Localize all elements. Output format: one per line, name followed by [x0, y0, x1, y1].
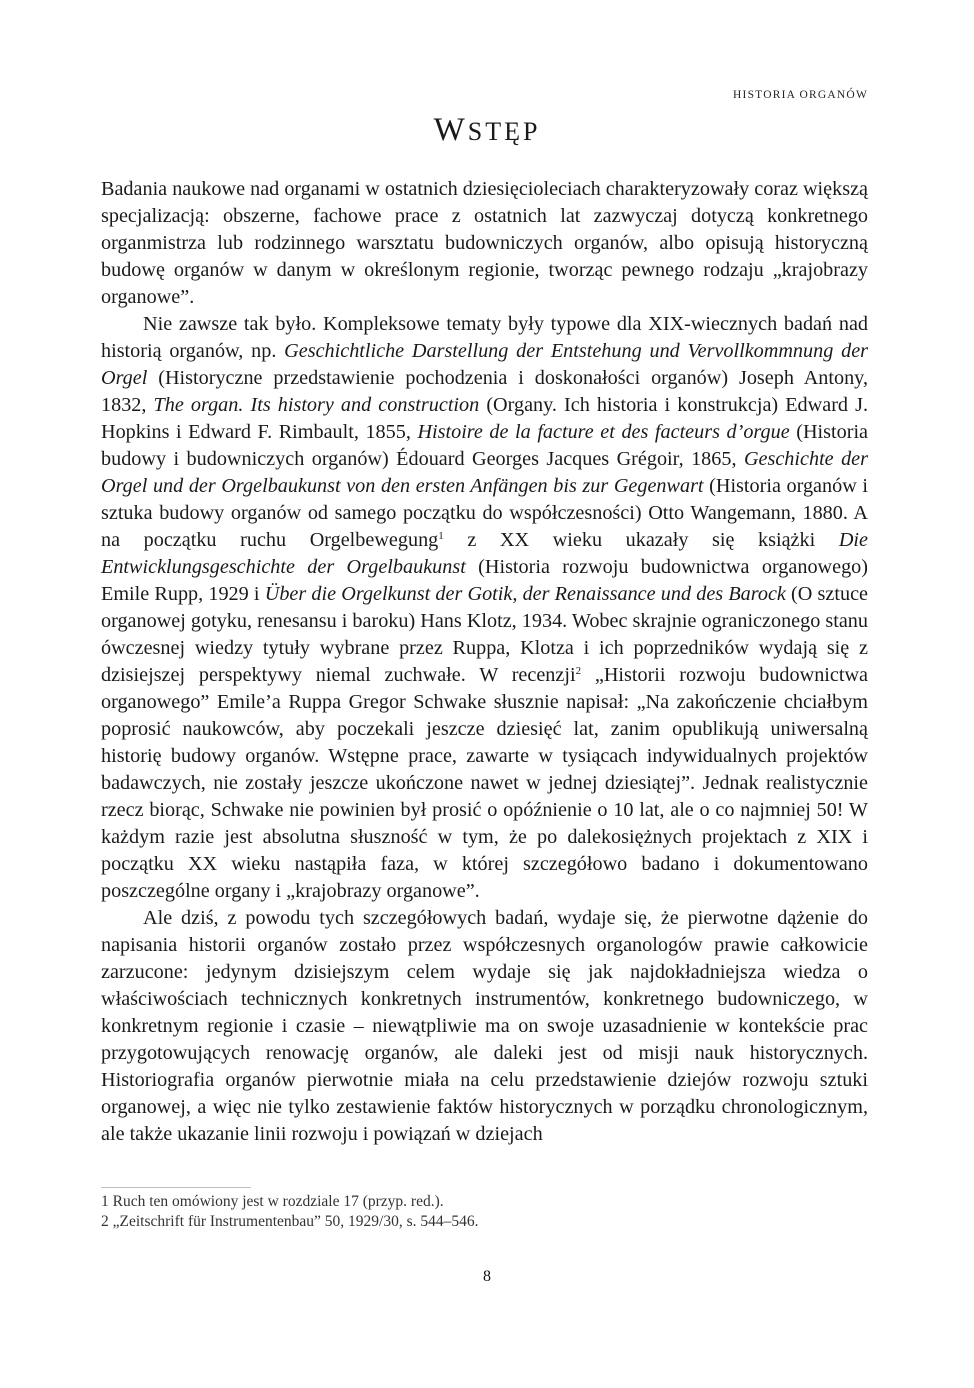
italic-title: Geschichtliche Darstellung der Entstehung und Vervollkommnung der Orgel — [101, 340, 869, 389]
page-number: 8 — [483, 1268, 491, 1285]
footnote-rule — [101, 1187, 251, 1188]
title-rest: STĘP — [467, 117, 541, 146]
footnote-reference[interactable]: 2 — [575, 665, 582, 677]
italic-title: Histoire de la facture et des facteurs d’orgue — [417, 421, 790, 443]
italic-title: Geschichte der Orgel und der Orgelbaukunst von den ersten Anfängen bis zur Gegenwart — [101, 448, 868, 497]
running-head: HISTORIA ORGANÓW — [733, 89, 868, 101]
footnote-reference[interactable]: 1 — [438, 530, 444, 542]
chapter-title — [0, 112, 974, 149]
body-text — [101, 176, 868, 1148]
italic-title: The organ. Its history and construction — [153, 394, 480, 416]
footnote-2: 2 „Zeitschrift für Instrumentenbau” 50, 1929/30, s. 544–546. — [101, 1213, 479, 1230]
footnote-1: 1 Ruch ten omówiony jest w rozdziale 17 (przyp. red.). — [101, 1193, 444, 1210]
italic-title: Die Entwicklungsgeschichte der Orgelbaukunst — [101, 529, 868, 578]
title-initial: W — [433, 112, 468, 148]
italic-title: Über die Orgelkunst der Gotik, der Renaissance und des Barock — [264, 583, 786, 605]
paragraph-2: Nie zawsze tak było. Kompleksowe tematy były typowe dla XIX-wiecznych badań nad historią organów, np. Geschichtliche Darstellung der Entstehung und Vervollkommnung der Orgel (Historyczne przedstawienie pochodzenia i doskonałości organów) Joseph Antony, 1832, The organ. Its history and construction (Organy. Ich historia i konstrukcja) Edward J. Hopkins i Edward F. Rimbault, 1855, Histoire de la facture et des facteurs d’orgue (Historia budowy i budowniczych organów) Édouard Georges Jacques Grégoir, 1865, Geschichte der Orgel und der Orgelbaukunst von den ersten Anfängen bis zur Gegenwart (Historia organów i sztuka budowy organów od samego początku do współczesności) Otto Wangemann, 1880. A na początku ruchu Orgelbewegung$^1$ z XX wieku ukazały się książki Die Entwicklungsgeschichte der Orgelbaukunst (Historia rozwoju budownictwa organowego) Emile Rupp, 1929 i Über die Orgelkunst der Gotik, der Renaissance und des Barock (O sztuce organowej gotyku, renesansu i baroku) Hans Klotz, 1934. Wobec skrajnie ograniczonego stanu ówczesnej wiedzy tytuły wybrane przez Ruppa, Klotza i ich poprzedników wydają się z dzisiejszej perspektywy niemal zuchwałe. W recenzji$^2$ „Historii rozwoju budownictwa organowego” Emile’a Ruppa Gregor Schwake słusznie napisał: „Na zakończenie chciałbym poprosić naukowców, aby poczekali jeszcze dziesięć lat, zanim opublikują uniwersalną historię budowy organów. Wstępne prace, zawarte w tysiącach indywidualnych projektów badawczych, nie zostały jeszcze ukończone nawet w jednej dziesiątej”. Jednak realistycznie rzecz biorąc, Schwake nie powinien był prosić o opóźnienie o 10 lat, ale o co najmniej 50! W każdym razie jest absolutna słuszność w tym, że po dalekosiężnych projektach z XIX i początku XX wieku nastąpiła faza, w której szczegółowo badano i dokumentowano poszczególne organy i „krajobrazy organowe”. — [101, 313, 869, 902]
paragraph-1: Badania naukowe nad organami w ostatnich dziesięcioleciach charakteryzowały coraz większą specjalizacją: obszerne, fachowe prace z ostatnich lat zazwyczaj dotyczą konkretnego organmistrza lub rodzinnego warsztatu budowniczych organów, albo opisują historyczną budowę organów w danym w określonym regionie, tworząc pewnego rodzaju „krajobrazy organowe”. — [101, 178, 868, 308]
footnotes — [101, 1192, 868, 1232]
paragraph-3: Ale dziś, z powodu tych szczegółowych badań, wydaje się, że pierwotne dążenie do napisania historii organów zostało przez współczesnych organologów prawie całkowicie zarzucone: jedynym dzisiejszym celem wydaje się jak najdokładniejsza wiedza o właściwościach technicznych konkretnych instrumentów, konkretnego budowniczego, w konkretnym regionie i czasie – niewątpliwie ma on swoje uzasadnienie w kontekście prac przygotowujących renowację organów, ale daleki jest od misji nauk historycznych. Historiografia organów pierwotnie miała na celu przedstawienie dziejów rozwoju sztuki organowej, a więc nie tylko zestawienie faktów historycznych w porządku chronologicznym, ale także ukazanie linii rozwoju i powiązań w dziejach — [101, 907, 868, 1145]
